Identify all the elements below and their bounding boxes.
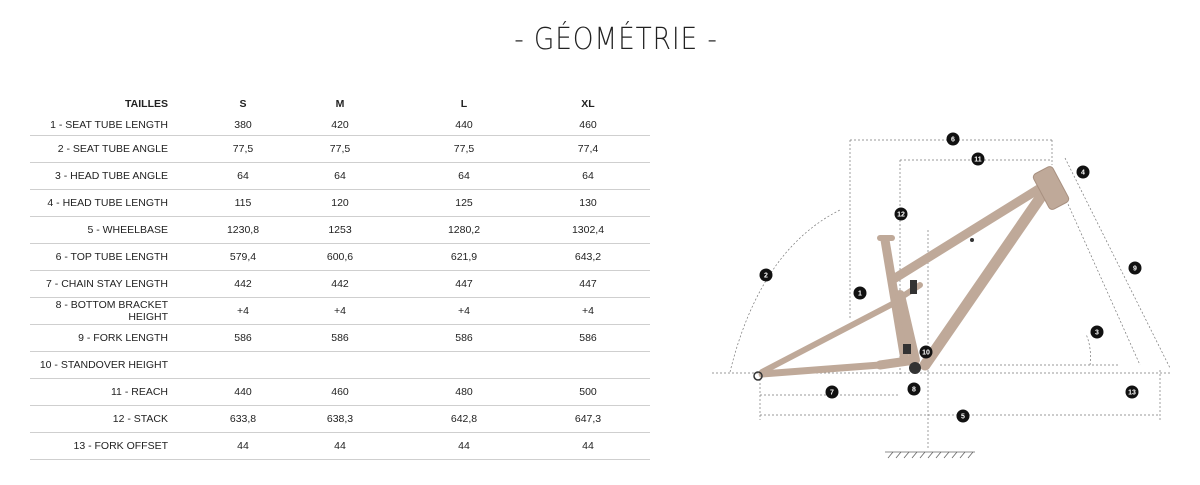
cell-size-l: 44 bbox=[402, 433, 526, 460]
table-row bbox=[30, 217, 650, 244]
row-label: 11 - REACH bbox=[30, 379, 168, 406]
callout-number-12: 12 bbox=[897, 211, 905, 219]
row-label: 13 - FORK OFFSET bbox=[30, 433, 168, 460]
cell-size-xl: +4 bbox=[526, 298, 650, 325]
table-row bbox=[30, 271, 650, 298]
ground-hatch bbox=[885, 452, 975, 458]
cell-size-xl: 64 bbox=[526, 163, 650, 190]
callout-number-11: 11 bbox=[974, 156, 982, 164]
row-label: 12 - STACK bbox=[30, 406, 168, 433]
cell-size-l: 125 bbox=[402, 190, 526, 217]
callout-number-1: 1 bbox=[858, 290, 862, 298]
callout-number-2: 2 bbox=[764, 272, 768, 280]
cell-size-xl: 77,4 bbox=[526, 136, 650, 163]
cell-size-xl: 643,2 bbox=[526, 244, 650, 271]
callout-number-6: 6 bbox=[951, 136, 955, 144]
row-label: 8 - BOTTOM BRACKET HEIGHT bbox=[30, 298, 168, 325]
callout-number-4: 4 bbox=[1081, 169, 1085, 177]
cell-size-m: 77,5 bbox=[278, 136, 402, 163]
cell-size-l: 621,9 bbox=[402, 244, 526, 271]
bike-frame bbox=[762, 165, 1070, 374]
cell-size-xl: 447 bbox=[526, 271, 650, 298]
row-label: 9 - FORK LENGTH bbox=[30, 325, 168, 352]
callout-number-9: 9 bbox=[1133, 265, 1137, 273]
cell-size-m: 44 bbox=[278, 433, 402, 460]
cell-size-l: 64 bbox=[402, 163, 526, 190]
table-row bbox=[30, 114, 650, 136]
row-label: 5 - WHEELBASE bbox=[30, 217, 168, 244]
table-row bbox=[30, 163, 650, 190]
cell-size-xl: 586 bbox=[526, 325, 650, 352]
cell-size-s bbox=[168, 352, 278, 379]
cell-size-l: 77,5 bbox=[402, 136, 526, 163]
cell-size-m: 638,3 bbox=[278, 406, 402, 433]
header-size-s: S bbox=[239, 97, 247, 110]
cell-size-l: 586 bbox=[402, 325, 526, 352]
cell-size-l: 480 bbox=[402, 379, 526, 406]
table-row bbox=[30, 406, 650, 433]
table-row bbox=[30, 136, 650, 163]
table-row bbox=[30, 325, 650, 352]
cell-size-s: 586 bbox=[168, 325, 278, 352]
cell-size-l: 447 bbox=[402, 271, 526, 298]
cell-size-m: 120 bbox=[278, 190, 402, 217]
cell-size-l: +4 bbox=[402, 298, 526, 325]
row-label: 6 - TOP TUBE LENGTH bbox=[30, 244, 168, 271]
cell-size-s: 442 bbox=[168, 271, 278, 298]
table-row bbox=[30, 433, 650, 460]
cell-size-m: 420 bbox=[278, 114, 402, 136]
row-label: 1 - SEAT TUBE LENGTH bbox=[30, 114, 168, 136]
page-title: - GÉOMÉTRIE - bbox=[514, 22, 718, 57]
callout-number-13: 13 bbox=[1128, 389, 1136, 397]
table-header-row bbox=[30, 93, 650, 114]
table-row bbox=[30, 190, 650, 217]
header-size-l: L bbox=[460, 97, 468, 110]
callout-number-3: 3 bbox=[1095, 329, 1099, 337]
frame-geometry-diagram bbox=[700, 120, 1190, 465]
cell-size-m: 442 bbox=[278, 271, 402, 298]
cell-size-s: 440 bbox=[168, 379, 278, 406]
cell-size-m: 600,6 bbox=[278, 244, 402, 271]
row-label: 3 - HEAD TUBE ANGLE bbox=[30, 163, 168, 190]
cell-size-m: 586 bbox=[278, 325, 402, 352]
callout-number-7: 7 bbox=[830, 389, 834, 397]
callout-markers bbox=[760, 133, 1142, 423]
row-label: 7 - CHAIN STAY LENGTH bbox=[30, 271, 168, 298]
table-row bbox=[30, 244, 650, 271]
cell-size-s: 579,4 bbox=[168, 244, 278, 271]
geometry-table bbox=[30, 93, 650, 460]
cell-size-s: 1230,8 bbox=[168, 217, 278, 244]
cell-size-xl: 460 bbox=[526, 114, 650, 136]
header-sizes: TAILLES bbox=[125, 97, 168, 110]
cell-size-m: 1253 bbox=[278, 217, 402, 244]
cell-size-xl bbox=[526, 352, 650, 379]
cell-size-l bbox=[402, 352, 526, 379]
cell-size-l: 1280,2 bbox=[402, 217, 526, 244]
cell-size-s: +4 bbox=[168, 298, 278, 325]
cell-size-l: 642,8 bbox=[402, 406, 526, 433]
row-label: 2 - SEAT TUBE ANGLE bbox=[30, 136, 168, 163]
header-size-xl: XL bbox=[581, 97, 595, 110]
cell-size-m: 64 bbox=[278, 163, 402, 190]
cell-size-xl: 1302,4 bbox=[526, 217, 650, 244]
callout-number-5: 5 bbox=[961, 413, 965, 421]
cell-size-m: +4 bbox=[278, 298, 402, 325]
callout-number-8: 8 bbox=[912, 386, 916, 394]
callout-number-10: 10 bbox=[922, 349, 930, 357]
table-row bbox=[30, 298, 650, 325]
row-label: 4 - HEAD TUBE LENGTH bbox=[30, 190, 168, 217]
cell-size-s: 77,5 bbox=[168, 136, 278, 163]
table-row bbox=[30, 379, 650, 406]
dimension-lines bbox=[712, 140, 1170, 450]
cell-size-xl: 44 bbox=[526, 433, 650, 460]
cell-size-m: 460 bbox=[278, 379, 402, 406]
header-size-m: M bbox=[335, 97, 345, 110]
cell-size-s: 44 bbox=[168, 433, 278, 460]
cell-size-xl: 500 bbox=[526, 379, 650, 406]
cell-size-xl: 130 bbox=[526, 190, 650, 217]
table-row bbox=[30, 352, 650, 379]
cell-size-m bbox=[278, 352, 402, 379]
row-label: 10 - STANDOVER HEIGHT bbox=[30, 352, 168, 379]
cell-size-s: 633,8 bbox=[168, 406, 278, 433]
cell-size-s: 380 bbox=[168, 114, 278, 136]
cell-size-s: 115 bbox=[168, 190, 278, 217]
cell-size-l: 440 bbox=[402, 114, 526, 136]
cell-size-xl: 647,3 bbox=[526, 406, 650, 433]
cell-size-s: 64 bbox=[168, 163, 278, 190]
